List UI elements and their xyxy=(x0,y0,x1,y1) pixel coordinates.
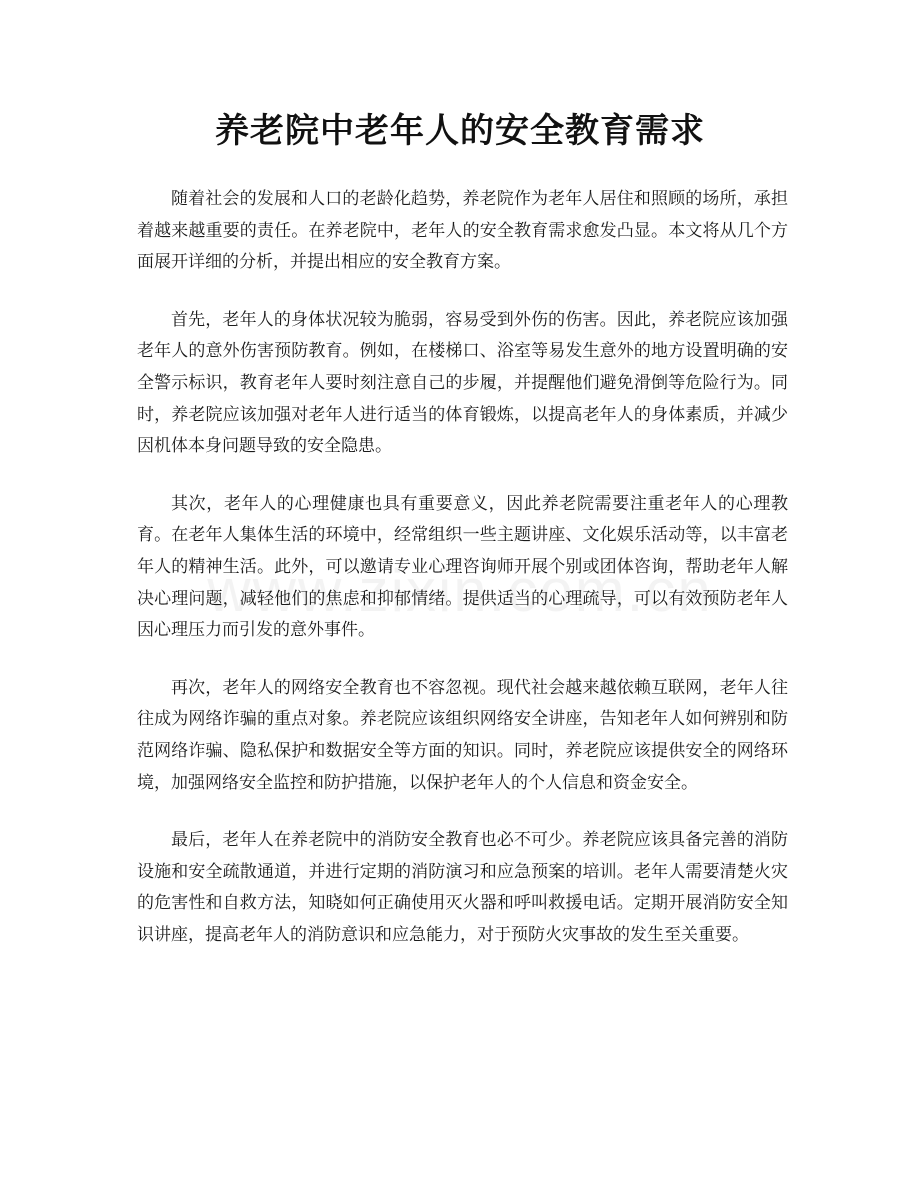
document-body xyxy=(137,184,788,977)
paragraph-intro: 随着社会的发展和人口的老龄化趋势，养老院作为老年人居住和照顾的场所，承担着越来越重要的责任。在养老院中，老年人的安全教育需求愈发凸显。本文将从几个方面展开详细的分析，并提出相应的安全教育方案。 xyxy=(137,189,788,273)
paragraph-fire-safety: 最后，老年人在养老院中的消防安全教育也必不可少。养老院应该具备完善的消防设施和安全疏散通道，并进行定期的消防演习和应急预案的培训。老年人需要清楚火灾的危害性和自救方法，知晓如何正确使用灭火器和呼叫救援电话。定期开展消防安全知识讲座，提高老年人的消防意识和应急能力，对于预防火灾事故的发生至关重要。 xyxy=(137,830,788,945)
paragraph-mental-health: 其次，老年人的心理健康也具有重要意义，因此养老院需要注重老年人的心理教育。在老年人集体生活的环境中，经常组织一些主题讲座、文化娱乐活动等，以丰富老年人的精神生活。此外，可以邀请专业心理咨询师开展个别或团体咨询，帮助老年人解决心理问题，减轻他们的焦虑和抑郁情绪。提供适当的心理疏导，可以有效预防老年人因心理压力而引发的意外事件。 xyxy=(137,493,788,641)
paragraph-physical-safety: 首先，老年人的身体状况较为脆弱，容易受到外伤的伤害。因此，养老院应该加强老年人的意外伤害预防教育。例如，在楼梯口、浴室等易发生意外的地方设置明确的安全警示标识，教育老年人要时刻注意自己的步履，并提醒他们避免滑倒等危险行为。同时，养老院应该加强对老年人进行适当的体育锻炼，以提高老年人的身体素质，并减少因机体本身问题导致的安全隐患。 xyxy=(137,309,788,457)
paragraph-network-safety: 再次，老年人的网络安全教育也不容忽视。现代社会越来越依赖互联网，老年人往往成为网络诈骗的重点对象。养老院应该组织网络安全讲座，告知老年人如何辨别和防范网络诈骗、隐私保护和数据安全等方面的知识。同时，养老院应该提供安全的网络环境，加强网络安全监控和防护措施，以保护老年人的个人信息和资金安全。 xyxy=(137,677,788,793)
document-title: 养老院中老年人的安全教育需求 xyxy=(215,111,705,151)
